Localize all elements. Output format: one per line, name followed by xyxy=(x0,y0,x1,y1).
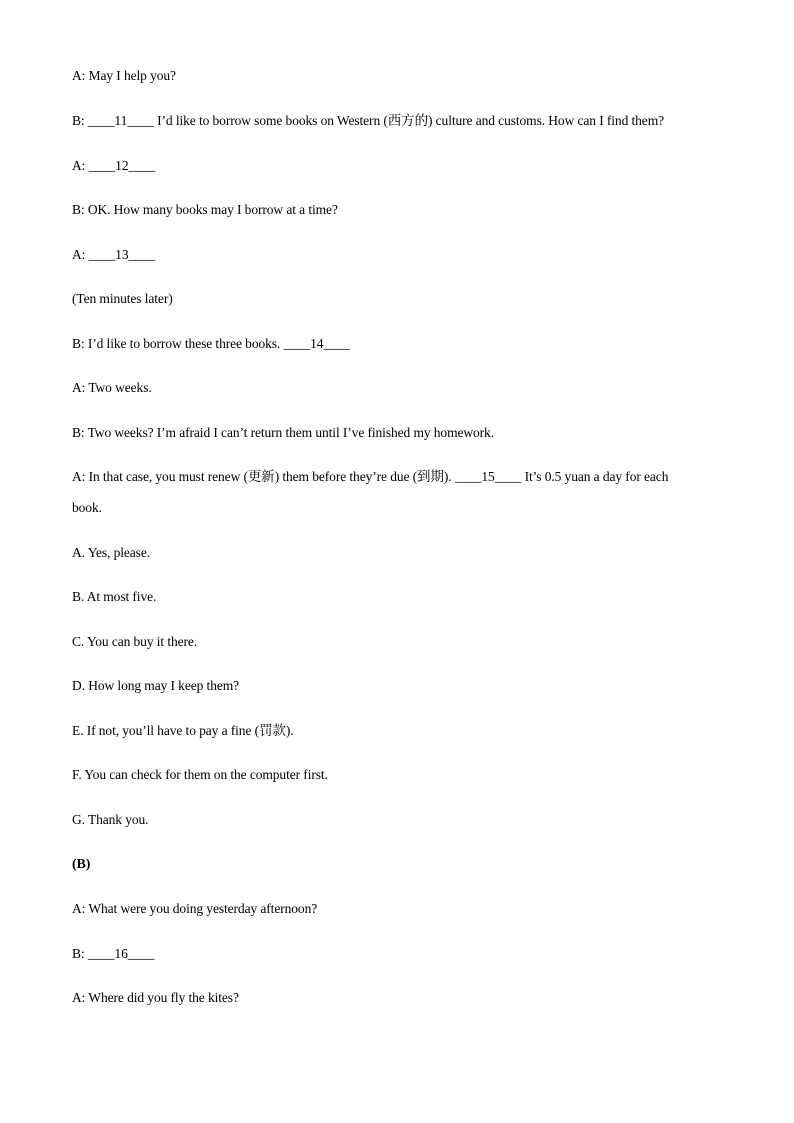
dialogue-line-a2: A: ____12____ xyxy=(72,158,156,173)
option-b: B. At most five. xyxy=(72,589,157,604)
dialogue-line-b4: B: Two weeks? I’m afraid I can’t return them until I’ve finished my homework. xyxy=(72,425,494,440)
dialogue-line-a5: A: In that case, you must renew (更新) them before they’re due (到期). ____15____ It’s 0.5 yuan a day for each xyxy=(72,469,669,484)
option-e: E. If not, you’ll have to pay a fine (罚款). xyxy=(72,723,294,738)
dialogue-line-a5-continued: book. xyxy=(72,500,102,515)
dialogue-line-a3: A: ____13____ xyxy=(72,247,156,262)
option-d: D. How long may I keep them? xyxy=(72,678,240,693)
stage-direction: (Ten minutes later) xyxy=(72,291,173,306)
section-b-line-b1: B: ____16____ xyxy=(72,946,155,961)
section-b-line-a1: A: What were you doing yesterday afternoon? xyxy=(72,901,318,916)
section-b-heading: (B) xyxy=(72,857,91,872)
option-c: C. You can buy it there. xyxy=(72,634,198,649)
option-f: F. You can check for them on the computer first. xyxy=(72,767,328,782)
dialogue-line-b2: B: OK. How many books may I borrow at a time? xyxy=(72,202,338,217)
dialogue-line-b1: B: ____11____ I’d like to borrow some books on Western (西方的) culture and customs. How can I find them? xyxy=(72,113,664,128)
dialogue-line-a1: A: May I help you? xyxy=(72,68,176,83)
section-b-line-a2: A: Where did you fly the kites? xyxy=(72,990,239,1005)
dialogue-line-a4: A: Two weeks. xyxy=(72,380,152,395)
option-g: G. Thank you. xyxy=(72,812,149,827)
dialogue-line-b3: B: I’d like to borrow these three books. ____14____ xyxy=(72,336,350,351)
option-a: A. Yes, please. xyxy=(72,545,150,560)
